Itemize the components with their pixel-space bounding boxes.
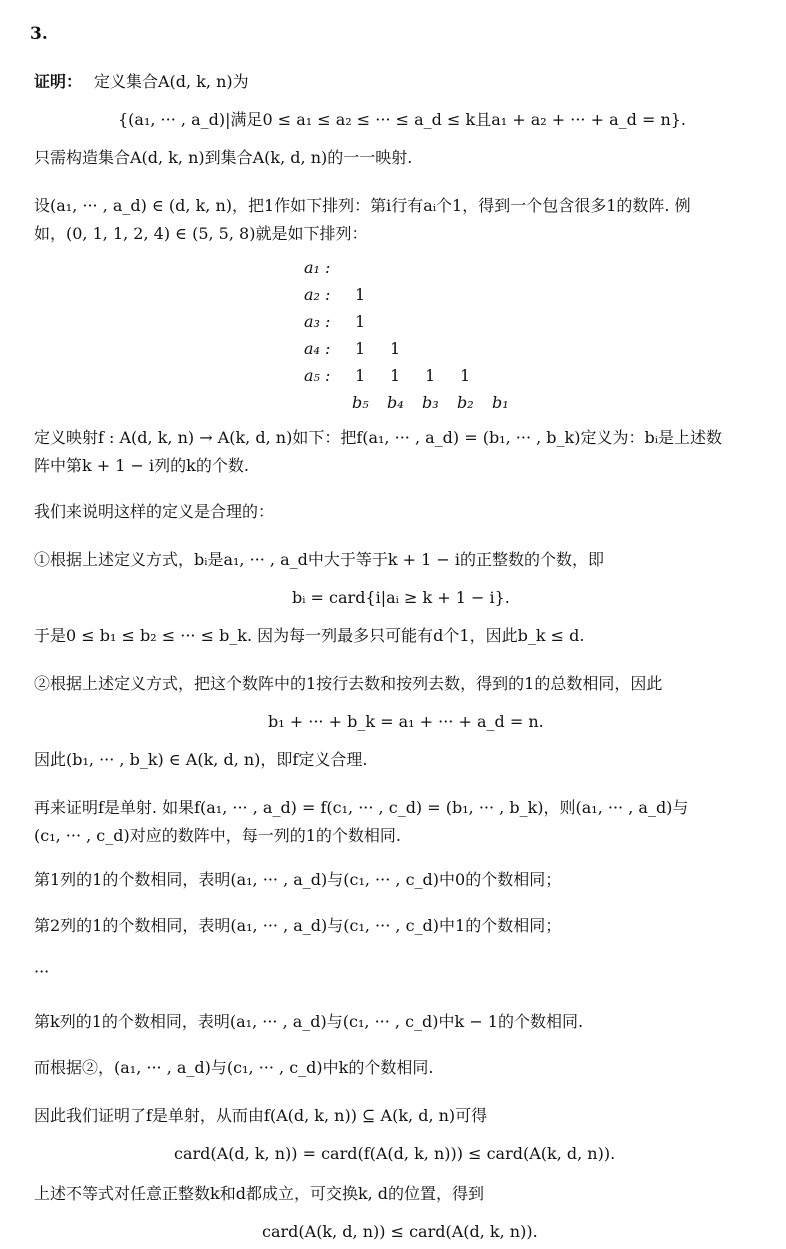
text-line-15: 再来证明f是单射. 如果f(a₁, ··· , a_d) = f(c₁, ··· , c_d) = (b₁, ··· , b_k)，则(a₁, ··· , a_d)与 <box>34 798 689 817</box>
inequality-2: card(A(k, d, n)) ≤ card(A(d, k, n)). <box>262 1222 538 1241</box>
text-line-17: 第1列的1的个数相同，表明(a₁, ··· , a_d)与(c₁, ··· , c_d)中0的个数相同； <box>34 870 562 889</box>
matrix-one: 1 <box>390 366 401 385</box>
matrix-one: 1 <box>390 339 401 358</box>
proof-label: 证明： <box>34 72 83 91</box>
matrix-column-label: b₄ <box>387 393 404 412</box>
matrix-row-label: a₄ : <box>304 339 331 358</box>
inequality-1: card(A(d, k, n)) = card(f(A(d, k, n))) ≤ card(A(k, d, n)). <box>174 1144 616 1163</box>
text-line-3: 只需构造集合A(d, k, n)到集合A(k, d, n)的一一映射. <box>34 148 413 167</box>
matrix-one: 1 <box>355 312 366 331</box>
text-line-11: 于是0 ≤ b₁ ≤ b₂ ≤ ··· ≤ b_k. 因为每一列最多只可能有d个1，因此b_k ≤ d. <box>34 626 585 645</box>
text-line-5: 如，(0, 1, 1, 2, 4) ∈ (5, 5, 8)就是如下排列： <box>34 224 368 243</box>
text-line-16: (c₁, ··· , c_d)对应的数阵中，每一列的1的个数相同. <box>34 826 402 845</box>
text-line-14: 因此(b₁, ··· , b_k) ∈ A(k, d, n)，即f定义合理. <box>34 750 368 769</box>
text-line-1: 定义集合A(d, k, n)为 <box>94 72 249 91</box>
text-line-18: 第2列的1的个数相同，表明(a₁, ··· , a_d)与(c₁, ··· , c_d)中1的个数相同； <box>34 916 562 935</box>
matrix-row-label: a₃ : <box>304 312 331 331</box>
matrix-row-label: a₁ : <box>304 258 331 277</box>
text-line-7: 阵中第k + 1 − i列的k的个数. <box>34 456 249 475</box>
matrix-row-label: a₂ : <box>304 285 331 304</box>
text-line-4: 设(a₁, ··· , a_d) ∈ (d, k, n)，把1作如下排列：第i行有aᵢ个1，得到一个包含很多1的数阵. 例 <box>34 196 691 215</box>
equation-sum: b₁ + ··· + b_k = a₁ + ··· + a_d = n. <box>268 712 544 731</box>
ellipsis: ··· <box>34 962 50 981</box>
text-line-20: 第k列的1的个数相同，表明(a₁, ··· , a_d)与(c₁, ··· , c_d)中k − 1的个数相同. <box>34 1012 584 1031</box>
text-line-22: 因此我们证明了f是单射，从而由f(A(d, k, n)) ⊆ A(k, d, n)可得 <box>34 1106 488 1125</box>
problem-number: 3. <box>30 24 48 44</box>
equation-bi-card: bᵢ = card{i|aᵢ ≥ k + 1 − i}. <box>292 588 510 607</box>
text-line-6: 定义映射f : A(d, k, n) → A(k, d, n)如下：把f(a₁, ··· , a_d) = (b₁, ··· , b_k)定义为：bᵢ是上述数 <box>34 428 722 447</box>
matrix-one: 1 <box>355 366 366 385</box>
matrix-column-label: b₅ <box>352 393 369 412</box>
text-line-9: ①根据上述定义方式，bᵢ是a₁, ··· , a_d中大于等于k + 1 − i的正整数的个数，即 <box>34 550 605 569</box>
matrix-row-label: a₅ : <box>304 366 331 385</box>
text-line-21: 而根据②，(a₁, ··· , a_d)与(c₁, ··· , c_d)中k的个数相同. <box>34 1058 434 1077</box>
matrix-one: 1 <box>425 366 436 385</box>
matrix-one: 1 <box>460 366 471 385</box>
matrix-one: 1 <box>355 285 366 304</box>
text-line-8: 我们来说明这样的定义是合理的： <box>34 502 275 521</box>
text-line-12: ②根据上述定义方式，把这个数阵中的1按行去数和按列去数，得到的1的总数相同，因此 <box>34 674 663 693</box>
text-line-24: 上述不等式对任意正整数k和d都成立，可交换k, d的位置，得到 <box>34 1184 485 1203</box>
matrix-column-label: b₂ <box>457 393 474 412</box>
matrix-column-label: b₁ <box>492 393 509 412</box>
set-definition: {(a₁, ··· , a_d)|满足0 ≤ a₁ ≤ a₂ ≤ ··· ≤ a_d ≤ k且a₁ + a₂ + ··· + a_d = n}. <box>118 110 687 129</box>
matrix-column-label: b₃ <box>422 393 439 412</box>
matrix-one: 1 <box>355 339 366 358</box>
